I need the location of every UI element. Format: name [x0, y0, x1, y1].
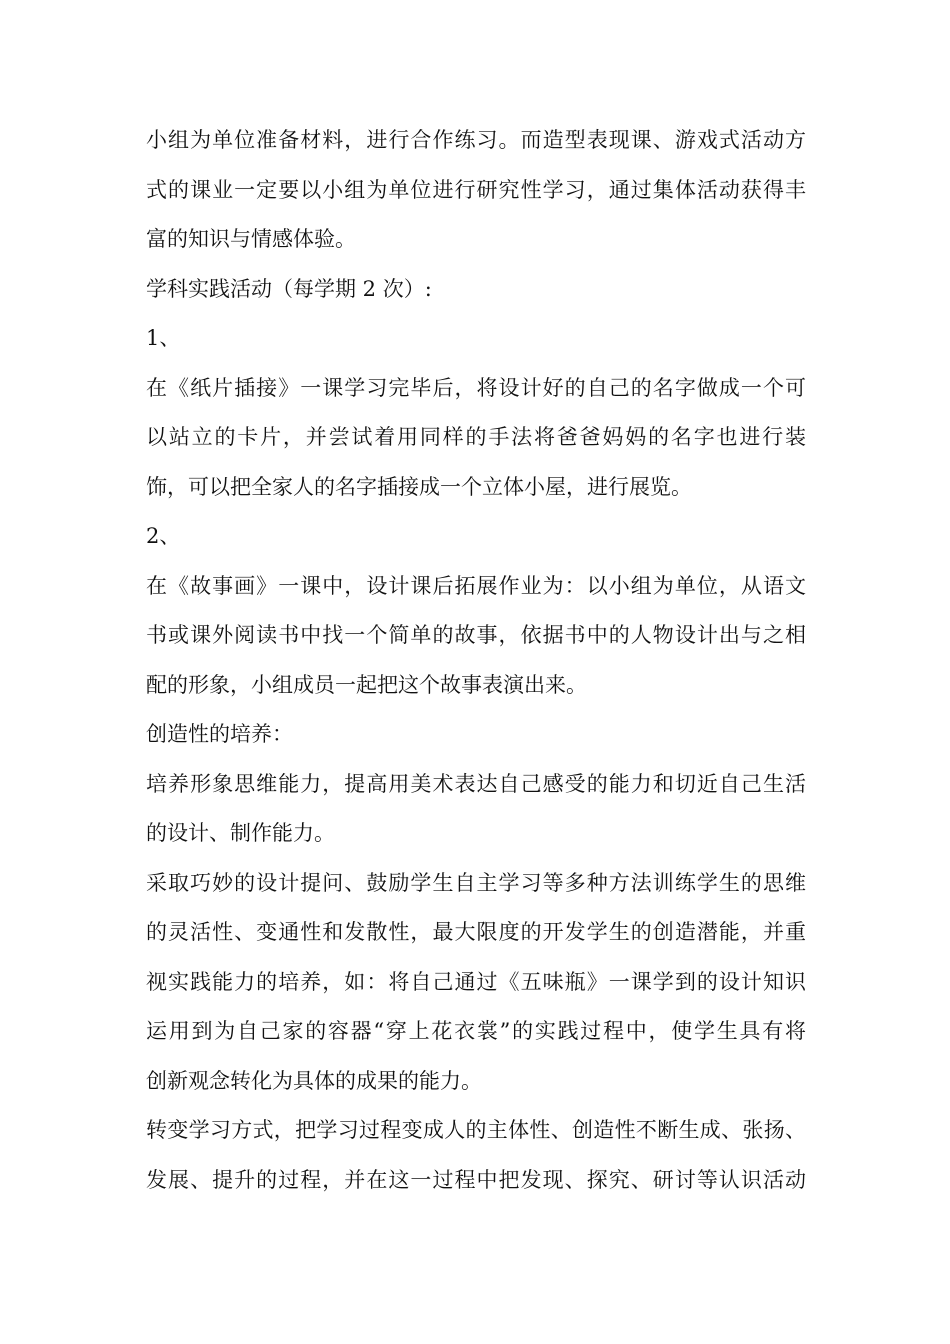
text-line: 视实践能力的培养，如：将自己通过《五味瓶》一课学到的设计知识	[146, 969, 806, 994]
list-number: 2、	[146, 524, 181, 548]
text-line: 小组为单位准备材料，进行合作练习。而造型表现课、游戏式活动方	[146, 128, 806, 152]
text-line: 运用到为自己家的容器“穿上花衣裳”的实践过程中，使学生具有将	[146, 1019, 806, 1043]
text-line: 书或课外阅读书中找一个简单的故事，依据书中的人物设计出与之相	[146, 623, 806, 647]
text-line: 培养形象思维能力，提高用美术表达自己感受的能力和切近自己生活	[146, 771, 806, 796]
text-line: 的灵活性、变通性和发散性，最大限度的开发学生的创造潜能，并重	[146, 920, 806, 944]
text-line: 在《故事画》一课中，设计课后拓展作业为：以小组为单位，从语文	[146, 573, 806, 598]
text-line: 饰，可以把全家人的名字插接成一个立体小屋，进行展览。	[146, 474, 692, 499]
text-line: 以站立的卡片，并尝试着用同样的手法将爸爸妈妈的名字也进行装	[146, 425, 806, 449]
text-line: 式的课业一定要以小组为单位进行研究性学习，通过集体活动获得丰	[146, 177, 806, 202]
section-heading: 创造性的培养：	[146, 722, 293, 746]
text-line: 转变学习方式，把学习过程变成人的主体性、创造性不断生成、张扬、	[146, 1118, 806, 1142]
list-number: 1、	[146, 326, 181, 350]
section-heading: 学科实践活动（每学期 2 次）:	[146, 276, 432, 301]
text-line: 的设计、制作能力。	[146, 821, 335, 845]
text-line: 配的形象，小组成员一起把这个故事表演出来。	[146, 672, 587, 697]
text-line: 在《纸片插接》一课学习完毕后，将设计好的自己的名字做成一个可	[146, 375, 806, 400]
text-line: 富的知识与情感体验。	[146, 227, 356, 251]
text-line: 发展、提升的过程，并在这一过程中把发现、探究、研讨等认识活动	[146, 1167, 806, 1192]
text-line: 采取巧妙的设计提问、鼓励学生自主学习等多种方法训练学生的思维	[146, 870, 806, 895]
document-page	[146, 116, 806, 1205]
text-line: 创新观念转化为具体的成果的能力。	[146, 1068, 482, 1093]
